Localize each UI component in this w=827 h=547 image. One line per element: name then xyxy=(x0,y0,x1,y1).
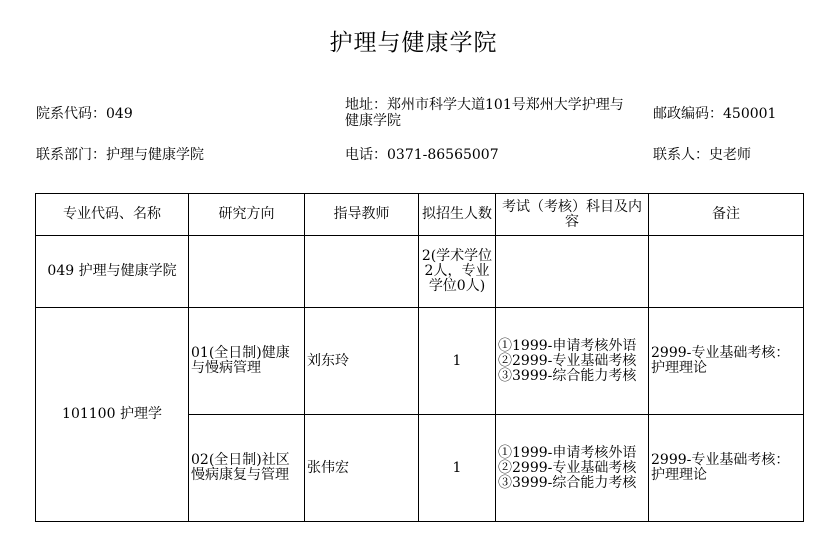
enrollment-table xyxy=(35,193,804,522)
phone: 电话：0371-86565007 xyxy=(345,147,499,163)
exam-item: ③3999-综合能力考核 xyxy=(498,367,637,384)
college-code: 院系代码：049 xyxy=(36,106,133,122)
empty-cell xyxy=(305,236,419,308)
contact-department: 联系部门：护理与健康学院 xyxy=(36,147,204,163)
table-row xyxy=(36,308,804,415)
empty-cell xyxy=(649,236,804,308)
college-name: 049 护理与健康学院 xyxy=(36,236,189,308)
table-header-row xyxy=(36,194,804,236)
exam-subjects xyxy=(496,308,649,415)
direction: 01(全日制)健康与慢病管理 xyxy=(189,308,305,415)
contact-person: 联系人：史老师 xyxy=(653,147,751,163)
header-teacher: 指导教师 xyxy=(305,194,419,236)
postcode: 邮政编码：450001 xyxy=(653,106,777,122)
address: 地址：郑州市科学大道101号郑州大学护理与健康学院 xyxy=(345,97,624,129)
header-count: 拟招生人数 xyxy=(419,194,496,236)
teacher: 张伟宏 xyxy=(305,415,419,522)
count: 1 xyxy=(419,308,496,415)
college-count: 2(学术学位2人，专业学位0人) xyxy=(419,236,496,308)
direction: 02(全日制)社区慢病康复与管理 xyxy=(189,415,305,522)
count: 1 xyxy=(419,415,496,522)
teacher: 刘东玲 xyxy=(305,308,419,415)
note: 2999-专业基础考核：护理理论 xyxy=(649,415,804,522)
exam-subjects xyxy=(496,415,649,522)
college-row xyxy=(36,236,804,308)
exam-item: ①1999-申请考核外语 xyxy=(498,444,637,461)
header-exam: 考试（考核）科目及内容 xyxy=(496,194,649,236)
page-title: 护理与健康学院 xyxy=(329,30,498,56)
empty-cell xyxy=(189,236,305,308)
header-direction: 研究方向 xyxy=(189,194,305,236)
exam-item: ③3999-综合能力考核 xyxy=(498,474,637,491)
exam-item: ②2999-专业基础考核 xyxy=(498,459,637,476)
exam-item: ①1999-申请考核外语 xyxy=(498,337,637,354)
major-name: 101100 护理学 xyxy=(36,308,189,522)
note: 2999-专业基础考核：护理理论 xyxy=(649,308,804,415)
header-major: 专业代码、名称 xyxy=(36,194,189,236)
empty-cell xyxy=(496,236,649,308)
header-note: 备注 xyxy=(649,194,804,236)
exam-item: ②2999-专业基础考核 xyxy=(498,352,637,369)
